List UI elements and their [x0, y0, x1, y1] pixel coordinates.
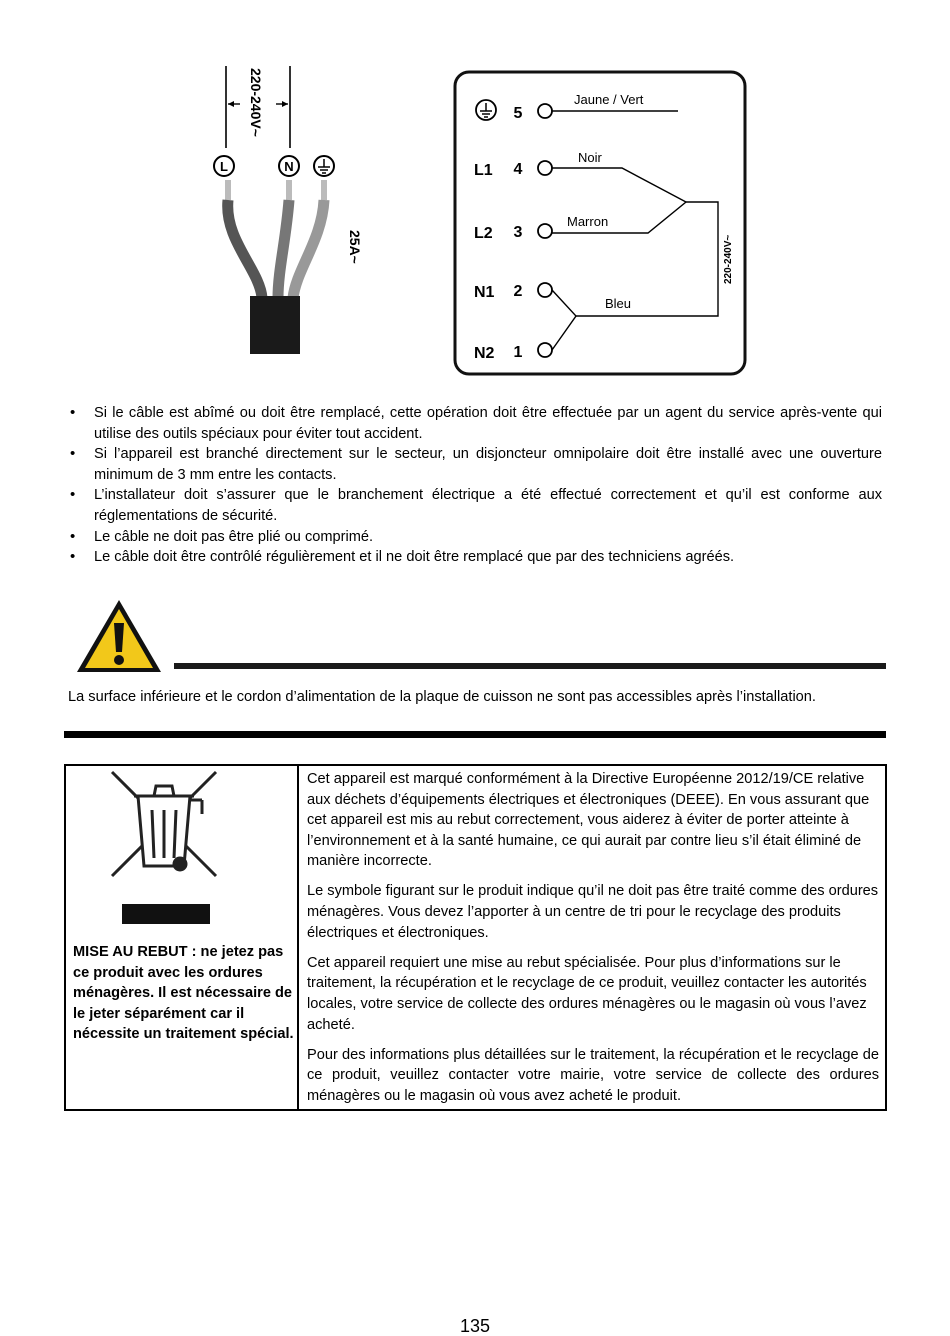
wire-color-noir: Noir: [578, 150, 602, 165]
cable-conductors: [228, 180, 324, 298]
svg-text:4: 4: [513, 161, 523, 178]
svg-text:L2: L2: [474, 225, 493, 242]
bullet-item: • Si le câble est abîmé ou doit être remplacé, cette opération doit être effectuée par un agent du service après-vente qui utilise des outils spéciaux pour éviter tout accident.: [68, 403, 882, 444]
wire-color-bleu: Bleu: [605, 296, 632, 311]
svg-text:5: 5: [513, 105, 523, 122]
svg-text:N2: N2: [474, 345, 495, 362]
disposal-paragraph: Pour des informations plus détaillées sur le traitement, la récupération et le recyclage de ce produit, veuillez contacter votre mairie, votre service de collecte des ordures ménagères ou le magasin où vous avez acheté le produit.: [307, 1046, 879, 1104]
cable-terminal-earth: [314, 156, 334, 176]
disposal-paragraph: Le symbole figurant sur le produit indique qu’il ne doit pas être traité comme des ordures ménagères. Vous devez l’apporter à un centre de tri pour le recyclage des produits électriques et électroniques.: [307, 883, 879, 941]
bullet-item: • L’installateur doit s’assurer que le branchement électrique a été effectué correctement et qu’il est conforme aux réglementations de sécurité.: [68, 485, 882, 526]
page-number: 135: [459, 1316, 491, 1336]
warning-divider: [174, 663, 886, 669]
svg-text:1: 1: [513, 344, 523, 361]
cable-wiring-diagram: [200, 60, 380, 370]
cable-voltage-label: 220-240V~: [248, 68, 264, 137]
svg-text:N1: N1: [474, 284, 495, 301]
svg-text:2: 2: [513, 283, 523, 300]
disposal-paragraph: Cet appareil est marqué conformément à la Directive Européenne 2012/19/CE relative aux déchets d’équipements électriques et électroniques (DEEE). En vous assurant que cet appareil est mis au rebut correctement, vous aiderez à éviter de porter atteinte à l’environnement et à la santé humaine, ce qui aurait par contre lieu s’il était éliminé de manière incorrecte.: [307, 771, 870, 870]
warning-triangle-icon: [74, 597, 164, 675]
terminal-voltage-label: 220-240V~: [723, 234, 734, 284]
warning-text: La surface inférieure et le cordon d’alimentation de la plaque de cuisson ne sont pas accessibles après l’installation.: [68, 689, 816, 705]
disposal-paragraph: Cet appareil requiert une mise au rebut spécialisée. Pour plus d’informations sur le traitement, la récupération et le recyclage de ce produit, veuillez contacter les autorités locales, votre service de collecte des ordures ménagères ou le magasin où vous l’avez acheté.: [307, 954, 867, 1033]
cable-terminal-n: [279, 156, 299, 176]
crossed-out-bin-icon: [108, 766, 228, 928]
cable-terminal-l: [214, 156, 234, 176]
disposal-caption: MISE AU REBUT : ne jetez pas ce produit avec les ordures ménagères. Il est nécessaire de le jeter séparément car il nécessite un traitement spécial.: [73, 944, 294, 1043]
cable-current-label: 25A~: [347, 230, 363, 264]
disposal-info-box: [64, 764, 887, 1111]
wire-color-marron: Marron: [567, 214, 609, 229]
svg-text:L: L: [220, 159, 228, 174]
bullet-item: • Le câble doit être contrôlé régulièrement et il ne doit être remplacé que par des techniciens agréés.: [68, 547, 882, 568]
svg-text:3: 3: [513, 224, 523, 241]
svg-text:N: N: [284, 159, 294, 174]
disposal-text-cell: [307, 769, 879, 1116]
wire-color-jaune-vert: Jaune / Vert: [574, 92, 644, 107]
disposal-icon-cell: [66, 766, 299, 1109]
section-divider: [64, 731, 886, 738]
terminal-block-diagram: [452, 68, 748, 378]
cable-sheath: [250, 296, 300, 354]
bullet-item: • Le câble ne doit pas être plié ou comprimé.: [68, 527, 882, 548]
bullet-item: • Si l’appareil est branché directement sur le secteur, un disjoncteur omnipolaire doit être installé avec une ouverture minimum de 3 mm entre les contacts.: [68, 444, 882, 485]
safety-bullet-list: [68, 403, 882, 568]
svg-text:L1: L1: [474, 162, 493, 179]
